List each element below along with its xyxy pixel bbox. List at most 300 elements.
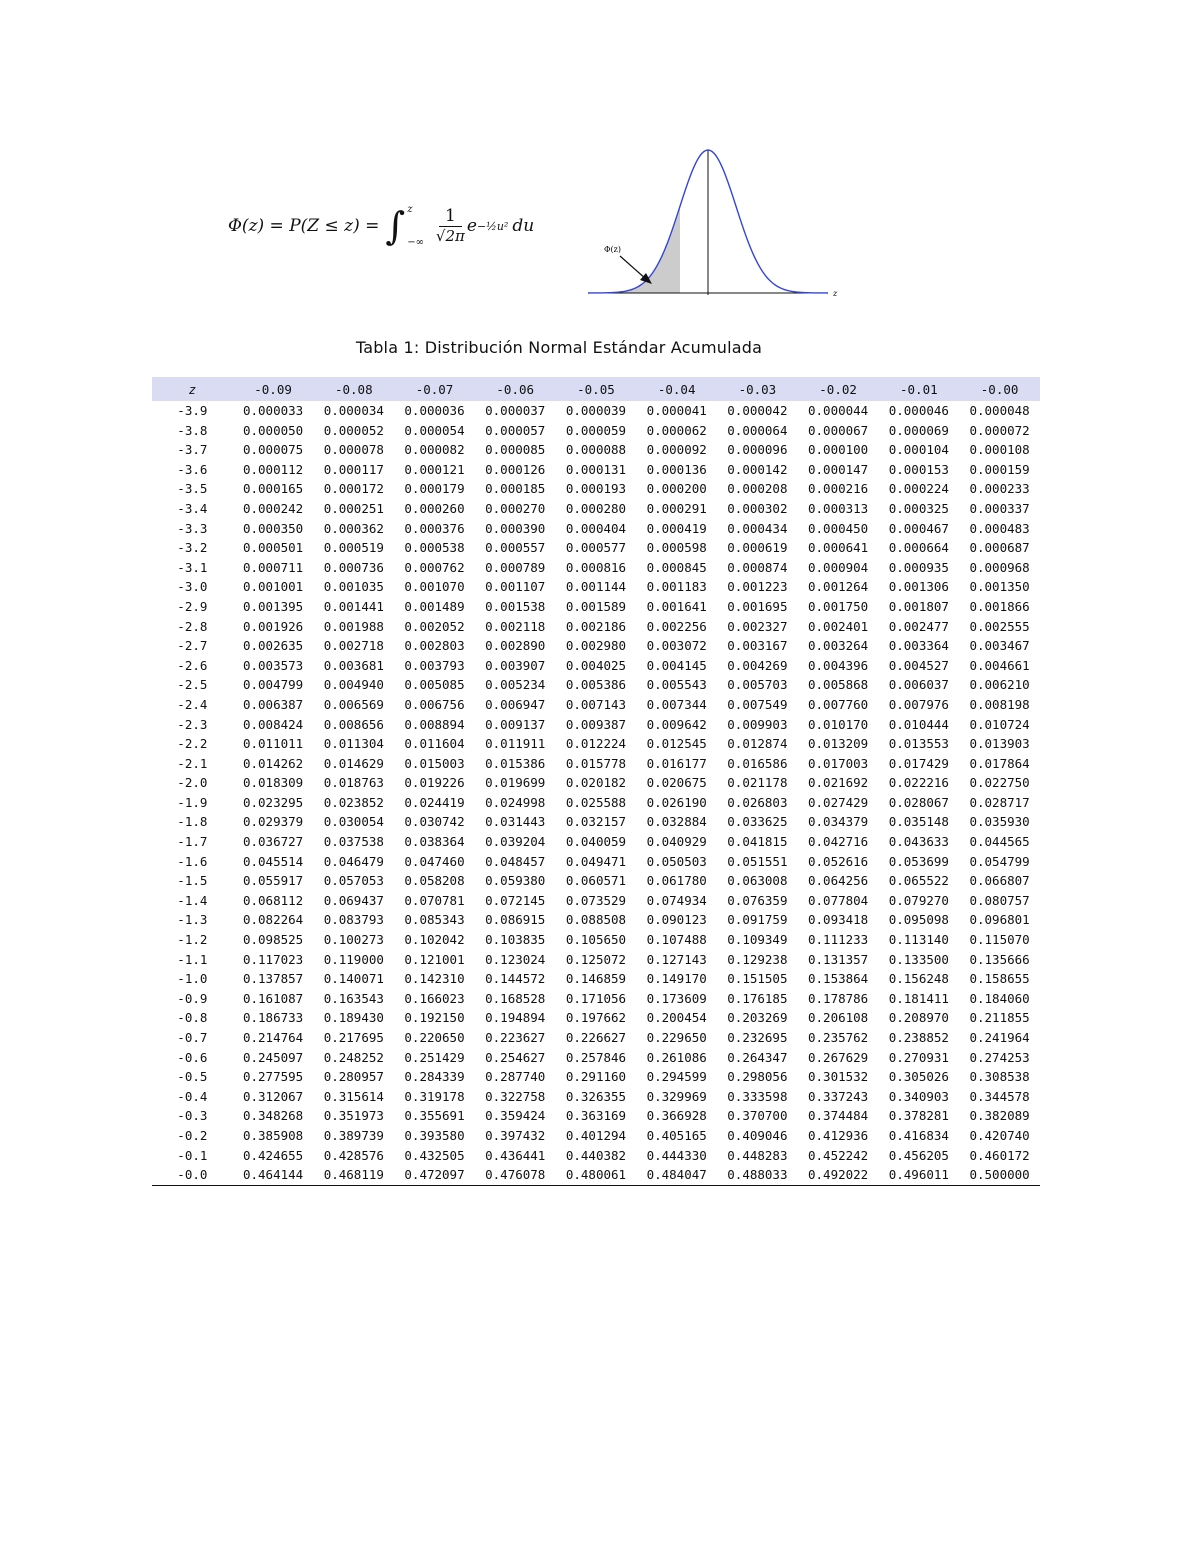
probability-cell: 0.000153	[888, 461, 949, 477]
probability-cell: 0.010170	[808, 716, 869, 732]
probability-cell: 0.298056	[727, 1069, 788, 1085]
probability-cell: 0.000467	[888, 520, 949, 536]
probability-cell: 0.011604	[404, 736, 465, 752]
probability-cell: 0.119000	[323, 951, 384, 967]
probability-cell: 0.140071	[323, 971, 384, 987]
column-header: -0.06	[496, 381, 535, 397]
probability-cell: 0.000041	[646, 403, 707, 418]
cdf-formula	[228, 196, 534, 256]
probability-cell: 0.000968	[969, 559, 1030, 575]
probability-cell: 0.068112	[242, 892, 304, 908]
probability-cell: 0.133500	[888, 951, 949, 967]
z-value-cell: -0.0	[152, 1165, 233, 1185]
probability-cell: 0.000280	[565, 500, 627, 516]
probability-cell: 0.004527	[888, 657, 949, 673]
probability-cell: 0.000046	[888, 403, 949, 418]
probability-cell: 0.428576	[323, 1147, 384, 1163]
z-value-cell: -1.1	[177, 951, 208, 967]
probability-cell: 0.015778	[565, 755, 627, 771]
probability-cell: 0.093418	[808, 912, 869, 928]
probability-cell: 0.011304	[323, 736, 384, 752]
probability-cell: 0.008424	[242, 716, 304, 732]
probability-cell: 0.000904	[808, 559, 869, 575]
probability-cell: 0.173609	[646, 990, 707, 1006]
probability-cell: 0.015386	[485, 755, 546, 771]
probability-cell: 0.001350	[969, 579, 1030, 595]
table-row	[152, 1048, 1040, 1068]
probability-cell: 0.000142	[727, 461, 788, 477]
phi-arrow-shaft	[620, 256, 646, 279]
probability-cell: 0.500000	[959, 1165, 1040, 1185]
probability-cell: 0.001988	[323, 618, 384, 634]
probability-cell: 0.058208	[404, 873, 465, 889]
probability-cell: 0.000117	[323, 461, 384, 477]
probability-cell: 0.206108	[808, 1010, 869, 1026]
probability-cell: 0.366928	[646, 1108, 707, 1124]
normal-curve-figure	[580, 140, 840, 310]
shaded-cdf-area	[588, 206, 680, 293]
table-row	[152, 715, 1040, 735]
probability-cell: 0.149170	[646, 971, 707, 987]
integral-sign: ∫	[385, 204, 406, 248]
probability-cell: 0.002635	[242, 638, 304, 654]
probability-cell: 0.042716	[808, 834, 869, 850]
probability-cell: 0.137857	[242, 971, 304, 987]
column-header: -0.05	[577, 381, 615, 397]
probability-cell: 0.005703	[727, 677, 788, 693]
probability-cell: 0.070781	[404, 892, 465, 908]
table-row	[152, 636, 1040, 656]
probability-cell: 0.001144	[565, 579, 627, 595]
probability-cell: 0.456205	[888, 1147, 949, 1163]
probability-cell: 0.091759	[727, 912, 788, 928]
probability-cell: 0.000085	[485, 442, 546, 458]
table-row	[152, 1067, 1040, 1087]
table-row	[152, 1126, 1040, 1146]
probability-cell: 0.004661	[969, 657, 1030, 673]
probability-cell: 0.061780	[646, 873, 707, 889]
probability-cell: 0.000048	[969, 403, 1030, 418]
probability-cell: 0.032884	[646, 814, 707, 830]
integral-lower-limit: −∞	[407, 237, 424, 248]
probability-cell: 0.006947	[485, 696, 546, 712]
integral-upper-limit: z	[407, 204, 413, 215]
probability-cell: 0.001750	[808, 598, 869, 614]
probability-cell: 0.010444	[888, 716, 949, 732]
probability-cell: 0.000302	[727, 500, 788, 516]
probability-cell: 0.077804	[808, 892, 869, 908]
probability-cell: 0.113140	[888, 932, 949, 948]
probability-cell: 0.184060	[969, 990, 1030, 1006]
probability-cell: 0.004025	[565, 657, 627, 673]
probability-cell: 0.277595	[242, 1069, 304, 1085]
probability-cell: 0.060571	[565, 873, 627, 889]
probability-cell: 0.002327	[727, 618, 788, 634]
probability-cell: 0.000044	[808, 403, 869, 418]
probability-cell: 0.000874	[727, 559, 788, 575]
probability-cell: 0.043633	[888, 834, 949, 850]
probability-cell: 0.006210	[969, 677, 1030, 693]
column-header: -0.02	[819, 381, 857, 397]
probability-cell: 0.200454	[646, 1010, 707, 1026]
probability-cell: 0.248252	[323, 1049, 384, 1065]
probability-cell: 0.005543	[646, 677, 707, 693]
probability-cell: 0.158655	[969, 971, 1030, 987]
probability-cell: 0.001070	[404, 579, 465, 595]
probability-cell: 0.000935	[888, 559, 949, 575]
probability-cell: 0.007976	[888, 696, 949, 712]
probability-cell: 0.006569	[323, 696, 384, 712]
probability-cell: 0.000501	[242, 540, 304, 556]
probability-cell: 0.000185	[485, 481, 546, 497]
probability-cell: 0.001489	[404, 598, 465, 614]
probability-cell: 0.294599	[646, 1069, 707, 1085]
probability-cell: 0.005234	[485, 677, 546, 693]
probability-cell: 0.000200	[646, 481, 707, 497]
probability-cell: 0.014629	[323, 755, 384, 771]
table-row	[152, 479, 1040, 499]
table-row	[152, 538, 1040, 558]
probability-cell: 0.129238	[727, 951, 788, 967]
z-value-cell: -1.8	[177, 814, 208, 830]
probability-cell: 0.217695	[323, 1030, 384, 1045]
probability-cell: 0.146859	[565, 971, 627, 987]
probability-cell: 0.001926	[242, 618, 304, 634]
probability-cell: 0.038364	[404, 834, 465, 850]
table-header-row	[152, 377, 1040, 401]
probability-cell: 0.000054	[404, 422, 465, 438]
probability-cell: 0.000233	[969, 481, 1030, 497]
probability-cell: 0.004145	[646, 657, 707, 673]
probability-cell: 0.018763	[323, 775, 384, 791]
probability-cell: 0.098525	[242, 932, 304, 948]
probability-cell: 0.208970	[888, 1010, 949, 1026]
probability-cell: 0.125072	[565, 951, 627, 967]
probability-cell: 0.002256	[646, 618, 707, 634]
probability-cell: 0.000078	[323, 442, 384, 458]
probability-cell: 0.020675	[646, 775, 707, 791]
probability-cell: 0.000108	[969, 442, 1030, 458]
column-header: -0.00	[980, 381, 1019, 397]
probability-cell: 0.021178	[727, 775, 788, 791]
probability-cell: 0.000577	[565, 540, 627, 556]
table-row	[152, 656, 1040, 676]
probability-cell: 0.000711	[242, 559, 304, 575]
probability-cell: 0.181411	[888, 990, 949, 1006]
exponential-base: e	[466, 216, 477, 236]
probability-cell: 0.000376	[404, 520, 465, 536]
probability-cell: 0.245097	[242, 1049, 304, 1065]
probability-cell: 0.030054	[323, 814, 384, 830]
probability-cell: 0.151505	[727, 971, 788, 987]
probability-cell: 0.055917	[242, 873, 304, 889]
probability-cell: 0.000208	[727, 481, 788, 497]
probability-cell: 0.355691	[404, 1108, 465, 1124]
probability-cell: 0.000104	[888, 442, 949, 458]
probability-cell: 0.267629	[808, 1049, 869, 1065]
probability-cell: 0.020182	[565, 775, 627, 791]
probability-cell: 0.000067	[808, 422, 869, 438]
table-row	[152, 1106, 1040, 1126]
probability-cell: 0.102042	[404, 932, 465, 948]
probability-cell: 0.280957	[323, 1069, 384, 1085]
probability-cell: 0.251429	[404, 1049, 465, 1065]
z-value-cell: -0.5	[177, 1069, 208, 1085]
probability-cell: 0.000052	[323, 422, 384, 438]
probability-cell: 0.100273	[323, 932, 384, 948]
z-value-cell: -2.5	[177, 677, 208, 693]
probability-cell: 0.074934	[646, 892, 707, 908]
z-value-cell: -2.0	[177, 775, 208, 791]
probability-cell: 0.054799	[969, 853, 1030, 869]
probability-cell: 0.000519	[323, 540, 384, 556]
z-value-cell: -2.3	[177, 716, 208, 732]
z-value-cell: -1.4	[177, 892, 208, 908]
probability-cell: 0.028717	[969, 794, 1030, 810]
probability-cell: 0.000736	[323, 559, 384, 575]
z-value-cell: -3.7	[177, 442, 208, 458]
probability-cell: 0.035148	[888, 814, 949, 830]
table-row	[152, 695, 1040, 715]
probability-cell: 0.005085	[404, 677, 465, 693]
probability-cell: 0.005386	[565, 677, 627, 693]
probability-cell: 0.083793	[323, 912, 384, 928]
probability-cell: 0.001035	[323, 579, 384, 595]
column-header: -0.07	[415, 381, 454, 397]
z-value-cell: -0.1	[177, 1147, 208, 1163]
probability-cell: 0.016586	[727, 755, 788, 771]
probability-cell: 0.059380	[485, 873, 546, 889]
probability-cell: 0.016177	[646, 755, 707, 771]
probability-cell: 0.007143	[565, 696, 627, 712]
probability-cell: 0.382089	[969, 1108, 1030, 1124]
probability-cell: 0.107488	[646, 932, 707, 948]
probability-cell: 0.051551	[727, 853, 788, 869]
probability-cell: 0.001107	[485, 579, 546, 595]
column-header: -0.08	[334, 381, 373, 397]
probability-cell: 0.192150	[404, 1010, 465, 1026]
probability-cell: 0.000112	[242, 461, 304, 477]
probability-cell: 0.076359	[727, 892, 788, 908]
probability-cell: 0.006387	[242, 696, 304, 712]
probability-cell: 0.022750	[969, 775, 1030, 791]
probability-cell: 0.008894	[404, 716, 465, 732]
probability-cell: 0.045514	[242, 853, 304, 869]
probability-cell: 0.001264	[808, 579, 869, 595]
probability-cell: 0.000172	[323, 481, 384, 497]
probability-cell: 0.000557	[485, 540, 546, 556]
z-value-cell: -1.7	[177, 834, 208, 850]
probability-cell: 0.000260	[404, 500, 465, 516]
z-value-cell: -3.9	[177, 403, 208, 418]
z-value-cell: -2.9	[177, 598, 208, 614]
probability-cell: 0.363169	[565, 1108, 627, 1124]
probability-cell: 0.088508	[565, 912, 627, 928]
probability-cell: 0.409046	[727, 1127, 788, 1143]
probability-cell: 0.163543	[323, 990, 384, 1006]
probability-cell: 0.393580	[404, 1127, 465, 1143]
table-row	[152, 773, 1040, 793]
probability-cell: 0.287740	[485, 1069, 546, 1085]
probability-cell: 0.003573	[242, 657, 304, 673]
probability-cell: 0.226627	[565, 1030, 627, 1045]
probability-cell: 0.000136	[646, 461, 707, 477]
probability-cell: 0.144572	[485, 971, 546, 987]
table-row	[152, 910, 1040, 930]
table-row	[152, 577, 1040, 597]
probability-cell: 0.004940	[323, 677, 384, 693]
probability-cell: 0.197662	[565, 1010, 627, 1026]
probability-cell: 0.000325	[888, 500, 949, 516]
z-value-cell: -0.9	[177, 990, 208, 1006]
probability-cell: 0.053699	[888, 853, 949, 869]
probability-cell: 0.496011	[878, 1165, 959, 1185]
phi-label: Φ(z)	[604, 245, 622, 254]
probability-cell: 0.041815	[727, 834, 788, 850]
probability-cell: 0.472097	[394, 1165, 475, 1185]
probability-cell: 0.080757	[969, 892, 1030, 908]
z-value-cell: -1.0	[177, 971, 208, 987]
probability-cell: 0.492022	[798, 1165, 879, 1185]
probability-cell: 0.000390	[485, 520, 546, 536]
probability-cell: 0.359424	[485, 1108, 546, 1124]
z-value-cell: -3.3	[177, 520, 208, 536]
probability-cell: 0.005868	[808, 677, 869, 693]
probability-cell: 0.232695	[727, 1030, 788, 1045]
probability-cell: 0.448283	[727, 1147, 788, 1163]
probability-cell: 0.123024	[485, 951, 546, 967]
z-value-cell: -0.8	[177, 1010, 208, 1026]
probability-cell: 0.000845	[646, 559, 707, 575]
table-row	[152, 812, 1040, 832]
probability-cell: 0.460172	[969, 1147, 1030, 1163]
z-value-cell: -3.6	[177, 461, 208, 477]
probability-cell: 0.023852	[323, 794, 384, 810]
z-value-cell: -2.1	[177, 755, 208, 771]
probability-cell: 0.018309	[242, 775, 304, 791]
probability-cell: 0.000337	[969, 500, 1030, 516]
probability-cell: 0.000121	[404, 461, 465, 477]
probability-cell: 0.484047	[636, 1165, 717, 1185]
probability-cell: 0.029379	[242, 814, 304, 830]
table-row	[152, 519, 1040, 539]
normalizing-fraction	[436, 207, 465, 245]
probability-cell: 0.000816	[565, 559, 627, 575]
probability-cell: 0.001807	[888, 598, 949, 614]
probability-cell: 0.000350	[242, 520, 304, 536]
probability-cell: 0.274253	[969, 1049, 1030, 1065]
probability-cell: 0.013903	[969, 736, 1030, 752]
probability-cell: 0.000313	[808, 500, 869, 516]
normal-cdf-table	[152, 377, 1040, 1186]
probability-cell: 0.401294	[565, 1127, 627, 1143]
probability-cell: 0.048457	[485, 853, 546, 869]
probability-cell: 0.337243	[808, 1088, 869, 1104]
probability-cell: 0.000664	[888, 540, 949, 556]
column-header: -0.09	[254, 381, 292, 397]
probability-cell: 0.135666	[969, 951, 1030, 967]
probability-cell: 0.385908	[242, 1127, 304, 1143]
probability-cell: 0.034379	[808, 814, 869, 830]
probability-cell: 0.001695	[727, 598, 788, 614]
table-row	[152, 754, 1040, 774]
probability-cell: 0.284339	[404, 1069, 465, 1085]
probability-cell: 0.214764	[242, 1030, 304, 1045]
probability-cell: 0.000251	[323, 500, 384, 516]
probability-cell: 0.030742	[404, 814, 465, 830]
probability-cell: 0.009387	[565, 716, 627, 732]
probability-cell: 0.036727	[242, 834, 304, 850]
table-row	[152, 499, 1040, 519]
table-row	[152, 460, 1040, 480]
column-header: -0.03	[738, 381, 777, 397]
probability-cell: 0.000450	[808, 520, 869, 536]
probability-cell: 0.085343	[404, 912, 465, 928]
probability-cell: 0.397432	[485, 1127, 546, 1143]
probability-cell: 0.000075	[242, 442, 304, 458]
z-value-cell: -3.8	[177, 422, 208, 438]
table-row	[152, 1165, 1040, 1185]
probability-cell: 0.315614	[323, 1088, 384, 1104]
probability-cell: 0.013553	[888, 736, 949, 752]
probability-cell: 0.003072	[646, 638, 707, 654]
probability-cell: 0.103835	[485, 932, 546, 948]
probability-cell: 0.002118	[485, 618, 546, 634]
probability-cell: 0.090123	[646, 912, 707, 928]
table-row	[152, 1008, 1040, 1028]
probability-cell: 0.444330	[646, 1147, 707, 1163]
probability-cell: 0.301532	[808, 1069, 869, 1085]
probability-cell: 0.046479	[323, 853, 384, 869]
probability-cell: 0.464144	[233, 1165, 314, 1185]
z-value-cell: -2.6	[177, 657, 208, 673]
z-value-cell: -2.2	[177, 736, 208, 752]
probability-cell: 0.012224	[565, 736, 627, 752]
probability-cell: 0.026803	[727, 794, 788, 810]
probability-cell: 0.022216	[888, 775, 949, 791]
column-header: -0.01	[900, 381, 938, 397]
probability-cell: 0.254627	[485, 1049, 546, 1065]
probability-cell: 0.072145	[485, 892, 546, 908]
z-axis-label: z	[833, 289, 838, 298]
probability-cell: 0.000096	[727, 442, 788, 458]
probability-cell: 0.241964	[969, 1030, 1030, 1045]
z-value-cell: -2.4	[177, 696, 208, 712]
probability-cell: 0.002803	[404, 638, 465, 654]
probability-cell: 0.012874	[727, 736, 788, 752]
probability-cell: 0.270931	[888, 1049, 949, 1065]
probability-cell: 0.261086	[646, 1049, 707, 1065]
probability-cell: 0.004396	[808, 657, 869, 673]
z-value-cell: -1.2	[177, 932, 208, 948]
table-row	[152, 989, 1040, 1009]
probability-cell: 0.000033	[242, 403, 304, 418]
probability-cell: 0.378281	[888, 1108, 949, 1124]
probability-cell: 0.000224	[888, 481, 949, 497]
probability-cell: 0.000242	[242, 500, 304, 516]
probability-cell: 0.374484	[808, 1108, 869, 1124]
probability-cell: 0.153864	[808, 971, 869, 987]
probability-cell: 0.436441	[485, 1147, 546, 1163]
table-row	[152, 832, 1040, 852]
probability-cell: 0.000050	[242, 422, 304, 438]
probability-cell: 0.000619	[727, 540, 788, 556]
probability-cell: 0.000057	[485, 422, 546, 438]
probability-cell: 0.000062	[646, 422, 707, 438]
probability-cell: 0.178786	[808, 990, 869, 1006]
probability-cell: 0.000362	[323, 520, 384, 536]
probability-cell: 0.002980	[565, 638, 627, 654]
